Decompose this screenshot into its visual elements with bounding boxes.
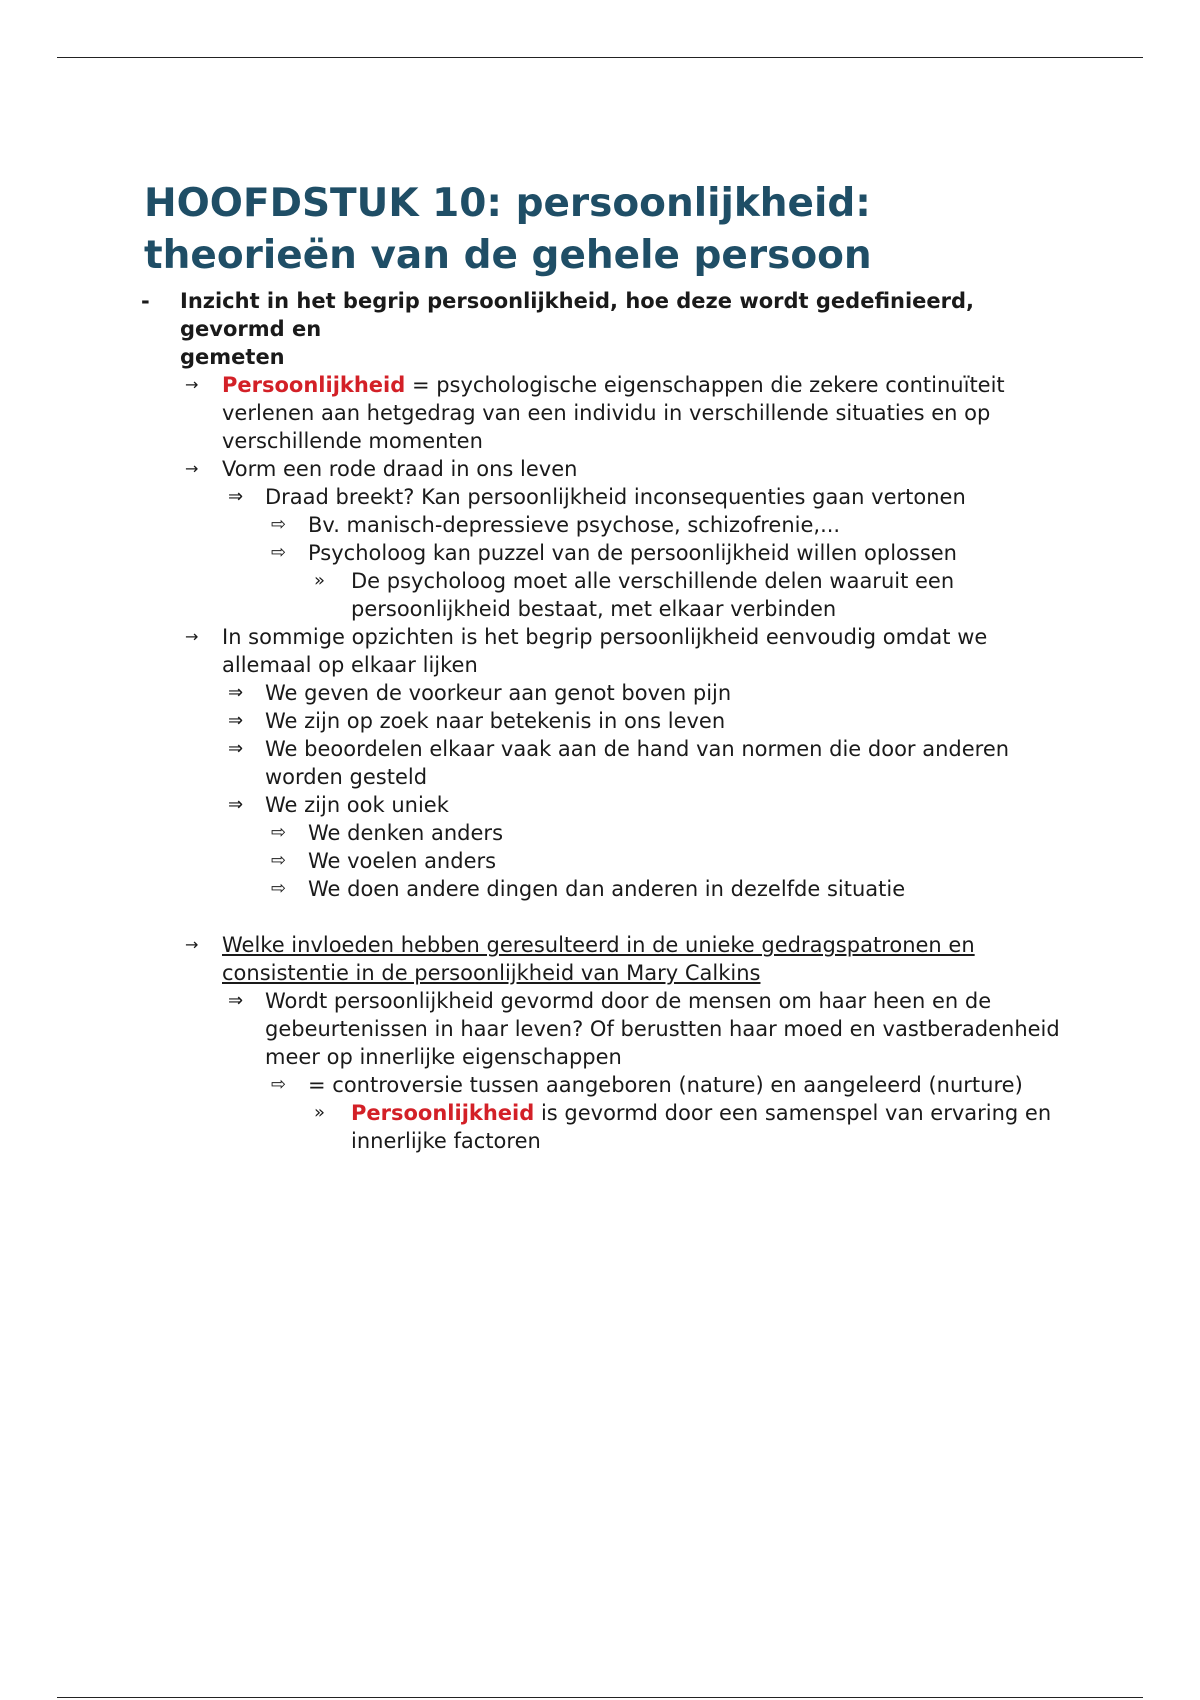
key-term: Persoonlijkheid xyxy=(351,1101,535,1125)
footer-rule xyxy=(57,1697,1143,1698)
section-heading-line-3: gemeten xyxy=(180,345,285,369)
list-item-text: De psycholoog moet alle verschillende delen waaruit een persoonlijkheid bestaat, met elkaar verbinden xyxy=(351,569,955,621)
dash-bullet: - xyxy=(141,289,150,313)
underlined-question: Welke invloeden hebben geresulteerd in de unieke gedragspatronen en consistentie in de persoonlijkheid van Mary Calkins xyxy=(222,933,975,985)
hollow-arrow-bullet: ⇨ xyxy=(271,878,287,899)
paragraph-spacer xyxy=(0,903,1200,931)
key-term: Persoonlijkheid xyxy=(222,373,406,397)
hollow-arrow-bullet: ⇨ xyxy=(271,542,287,563)
list-item-formed-by xyxy=(0,987,1200,1071)
list-item-controversy xyxy=(0,1071,1200,1099)
arrow-bullet: → xyxy=(185,935,199,954)
list-item-do xyxy=(0,875,1200,903)
list-item-text: Wordt persoonlijkheid gevormd door de mensen om haar heen en de gebeurtenissen in haar leven? Of berustten haar moed en vastberadenheid meer op innerlijke eigenschappen xyxy=(265,989,1060,1069)
list-item-text: = controversie tussen aangeboren (nature) en aangeleerd (nurture) xyxy=(308,1073,1023,1097)
arrow-bullet: → xyxy=(185,627,199,646)
list-item-thread-breaks xyxy=(0,483,1200,511)
list-item-definition xyxy=(0,371,1200,455)
list-item-text: Psycholoog kan puzzel van de persoonlijkheid willen oplossen xyxy=(308,541,957,565)
section-heading-line-2: gevormd en xyxy=(180,317,322,341)
list-item-text: Draad breekt? Kan persoonlijkheid inconsequenties gaan vertonen xyxy=(265,485,966,509)
hollow-arrow-bullet: ⇨ xyxy=(271,514,287,535)
list-item-pleasure xyxy=(0,679,1200,707)
section-heading-line-1: Inzicht in het begrip persoonlijkheid, hoe deze wordt gedefinieerd, xyxy=(180,289,975,313)
guillemet-bullet: » xyxy=(314,570,326,591)
title-line-2: theorieën van de gehele persoon xyxy=(144,233,872,278)
header-rule xyxy=(57,57,1143,58)
double-arrow-bullet: ⇒ xyxy=(228,682,244,703)
hollow-arrow-bullet: ⇨ xyxy=(271,1074,287,1095)
page-title xyxy=(144,178,1104,282)
definition-text: = psychologische eigenschappen die zekere continuïteit verlenen aan hetgedrag van een individu in verschillende situaties en op verschillende momenten xyxy=(222,373,1005,453)
list-item-text: We doen andere dingen dan anderen in dezelfde situatie xyxy=(308,877,906,901)
double-arrow-bullet: ⇒ xyxy=(228,486,244,507)
list-item-text: We beoordelen elkaar vaak aan de hand van normen die door anderen worden gesteld xyxy=(265,737,1010,789)
hollow-arrow-bullet: ⇨ xyxy=(271,850,287,871)
list-item-text: We denken anders xyxy=(308,821,504,845)
list-item-text: Bv. manisch-depressieve psychose, schizofrenie,... xyxy=(308,513,841,537)
list-item-text: Vorm een rode draad in ons leven xyxy=(222,457,578,481)
section-heading xyxy=(0,287,1200,371)
title-line-1: HOOFDSTUK 10: persoonlijkheid: xyxy=(144,181,871,226)
guillemet-bullet: » xyxy=(314,1102,326,1123)
arrow-bullet: → xyxy=(185,375,199,394)
list-item-meaning xyxy=(0,707,1200,735)
list-item-influences xyxy=(0,931,1200,987)
list-item-feel xyxy=(0,847,1200,875)
list-item-text: We zijn op zoek naar betekenis in ons leven xyxy=(265,709,726,733)
list-item-judge xyxy=(0,735,1200,791)
double-arrow-bullet: ⇒ xyxy=(228,794,244,815)
list-item-example xyxy=(0,511,1200,539)
list-item-text: We voelen anders xyxy=(308,849,497,873)
list-item-simple xyxy=(0,623,1200,679)
double-arrow-bullet: ⇒ xyxy=(228,990,244,1011)
list-item-conclusion xyxy=(0,1099,1200,1155)
hollow-arrow-bullet: ⇨ xyxy=(271,822,287,843)
list-item-red-thread xyxy=(0,455,1200,483)
document-body xyxy=(0,287,1200,1155)
list-item-puzzle xyxy=(0,539,1200,567)
list-item-text: We zijn ook uniek xyxy=(265,793,449,817)
list-item-connect-parts xyxy=(0,567,1200,623)
conclusion-text: is gevormd door een samenspel van ervaring en innerlijke factoren xyxy=(351,1101,1052,1153)
list-item-unique xyxy=(0,791,1200,819)
list-item-think xyxy=(0,819,1200,847)
double-arrow-bullet: ⇒ xyxy=(228,738,244,759)
list-item-text: We geven de voorkeur aan genot boven pijn xyxy=(265,681,732,705)
double-arrow-bullet: ⇒ xyxy=(228,710,244,731)
arrow-bullet: → xyxy=(185,459,199,478)
list-item-text: In sommige opzichten is het begrip persoonlijkheid eenvoudig omdat we allemaal op elkaar lijken xyxy=(222,625,988,677)
